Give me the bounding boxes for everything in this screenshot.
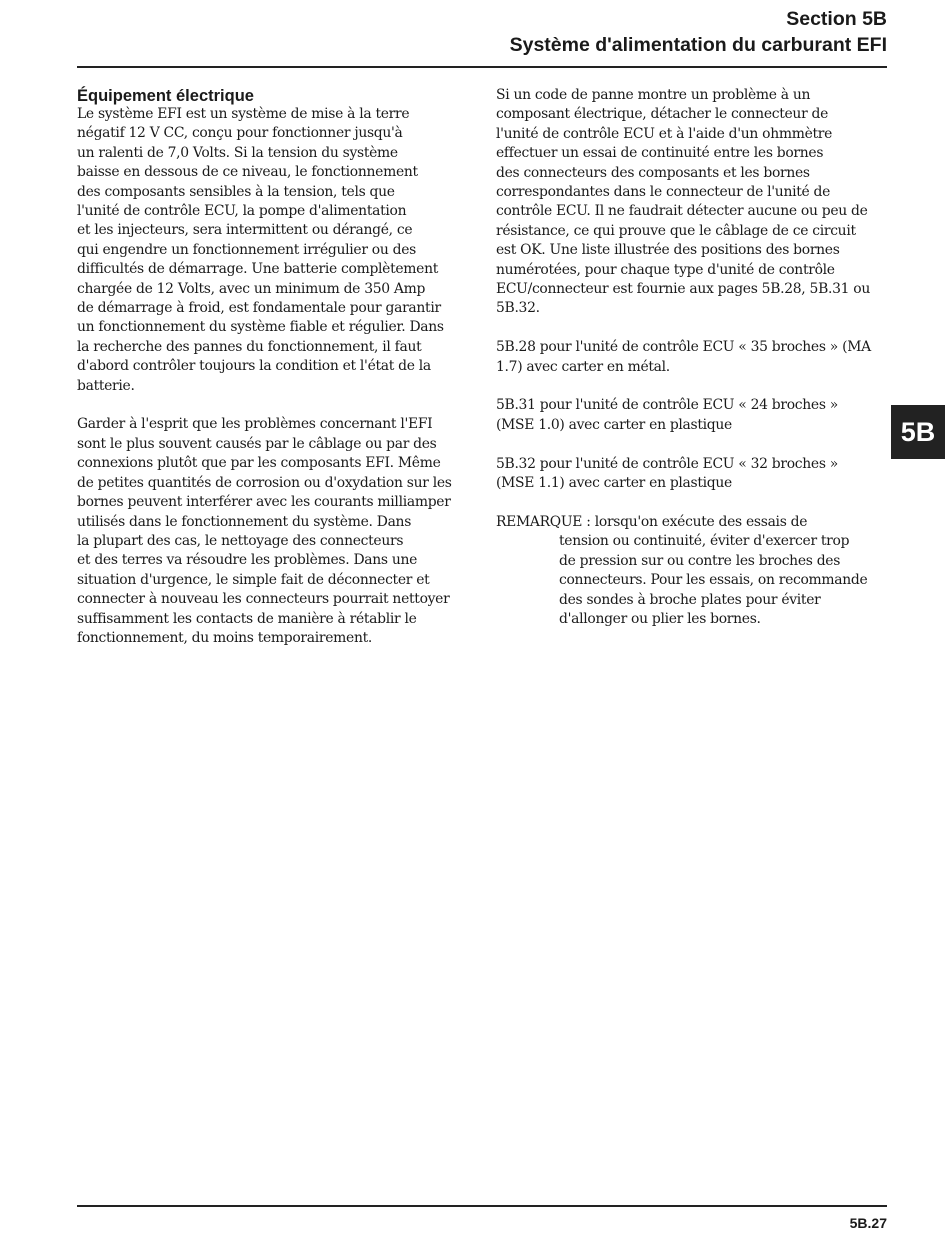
text-line: REMARQUE : lorsqu'on exécute des essais de	[496, 513, 808, 530]
text-line: bornes peuvent interférer avec les courants milliamper	[77, 494, 451, 511]
text-line: de pression sur ou contre les broches des	[559, 552, 841, 569]
text-line: connexions plutôt que par les composants EFI. Même	[77, 455, 441, 472]
text-line: est OK. Une liste illustrée des positions des bornes	[496, 242, 840, 259]
text-line: un ralenti de 7,0 Volts. Si la tension du système	[77, 144, 398, 161]
section-subtitle: Système d'alimentation du carburant EFI	[509, 34, 887, 56]
text-line: utilisés dans le fonctionnement du système. Dans	[77, 513, 412, 530]
remark-note	[496, 513, 871, 629]
left-paragraph-1	[77, 105, 452, 396]
text-line: effectuer un essai de continuité entre les bornes	[496, 145, 824, 162]
text-line: négatif 12 V CC, conçu pour fonctionner jusqu'à	[77, 125, 403, 142]
text-line: de démarrage à froid, est fondamentale pour garantir	[77, 300, 441, 317]
header-rule	[77, 66, 887, 68]
text-line: 5B.32 pour l'unité de contrôle ECU « 32 broches »	[496, 455, 838, 472]
text-line: Garder à l'esprit que les problèmes concernant l'EFI	[77, 416, 433, 433]
text-line: suffisamment les contacts de manière à rétablir le	[77, 610, 417, 627]
text-line: des connecteurs des composants et les bornes	[496, 164, 810, 181]
text-line: chargée de 12 Volts, avec un minimum de 350 Amp	[77, 280, 426, 297]
text-line: l'unité de contrôle ECU et à l'aide d'un ohmmètre	[496, 125, 833, 142]
right-paragraph-1	[496, 86, 871, 319]
text-line: batterie.	[77, 377, 135, 394]
right-paragraph-2	[496, 338, 871, 377]
footer-rule	[77, 1205, 887, 1207]
text-line: (MSE 1.0) avec carter en plastique	[496, 416, 732, 433]
left-column	[77, 105, 452, 668]
text-line: un fonctionnement du système fiable et régulier. Dans	[77, 319, 444, 336]
text-line: et les injecteurs, sera intermittent ou dérangé, ce	[77, 222, 413, 239]
text-line: situation d'urgence, le simple fait de déconnecter et	[77, 571, 430, 588]
text-line: 5B.31 pour l'unité de contrôle ECU « 24 broches »	[496, 397, 838, 414]
text-line: ECU/connecteur est fournie aux pages 5B.28, 5B.31 ou	[496, 281, 870, 298]
text-line: fonctionnement, du moins temporairement.	[77, 629, 372, 646]
text-line: tension ou continuité, éviter d'exercer trop	[559, 533, 850, 550]
section-header	[510, 6, 887, 58]
text-line: des composants sensibles à la tension, tels que	[77, 183, 395, 200]
right-paragraph-3	[496, 396, 871, 435]
right-paragraph-4	[496, 455, 871, 494]
text-line: de petites quantités de corrosion ou d'oxydation sur les	[77, 474, 452, 491]
text-line: Si un code de panne montre un problème à un	[496, 87, 811, 103]
text-line: numérotées, pour chaque type d'unité de contrôle	[496, 261, 835, 278]
text-line: la recherche des pannes du fonctionnement, il faut	[77, 338, 422, 355]
text-line: d'abord contrôler toujours la condition et l'état de la	[77, 358, 431, 375]
text-line: 1.7) avec carter en métal.	[496, 358, 670, 375]
section-tab: 5B	[891, 405, 945, 459]
text-line: des sondes à broche plates pour éviter	[559, 591, 821, 608]
text-line: et des terres va résoudre les problèmes. Dans une	[77, 552, 418, 569]
text-line: qui engendre un fonctionnement irrégulier ou des	[77, 241, 416, 258]
text-line: la plupart des cas, le nettoyage des connecteurs	[77, 532, 404, 549]
text-line: résistance, ce qui prouve que le câblage de ce circuit	[496, 222, 856, 239]
left-heading: Équipement électrique	[77, 87, 254, 105]
text-line: composant électrique, détacher le connecteur de	[496, 106, 829, 123]
text-line: contrôle ECU. Il ne faudrait détecter aucune ou peu de	[496, 203, 868, 220]
text-line: 5B.32.	[496, 300, 540, 317]
text-line: d'allonger ou plier les bornes.	[559, 610, 761, 627]
text-line: Le système EFI est un système de mise à la terre	[77, 106, 410, 122]
text-line: difficultés de démarrage. Une batterie complètement	[77, 261, 439, 278]
text-line: sont le plus souvent causés par le câblage ou par des	[77, 435, 437, 452]
text-line: baisse en dessous de ce niveau, le fonctionnement	[77, 164, 418, 181]
text-line: correspondantes dans le connecteur de l'unité de	[496, 184, 831, 201]
text-line: connecter à nouveau les connecteurs pourrait nettoyer	[77, 591, 450, 608]
page-number: 5B.27	[849, 1215, 887, 1231]
text-line: l'unité de contrôle ECU, la pompe d'alimentation	[77, 203, 407, 220]
text-line: 5B.28 pour l'unité de contrôle ECU « 35 broches » (MA	[496, 339, 871, 356]
section-title: Section 5B	[786, 8, 887, 30]
text-line: (MSE 1.1) avec carter en plastique	[496, 475, 732, 492]
text-line: connecteurs. Pour les essais, on recommande	[559, 572, 868, 589]
right-column	[496, 86, 871, 629]
left-paragraph-2	[77, 415, 452, 648]
